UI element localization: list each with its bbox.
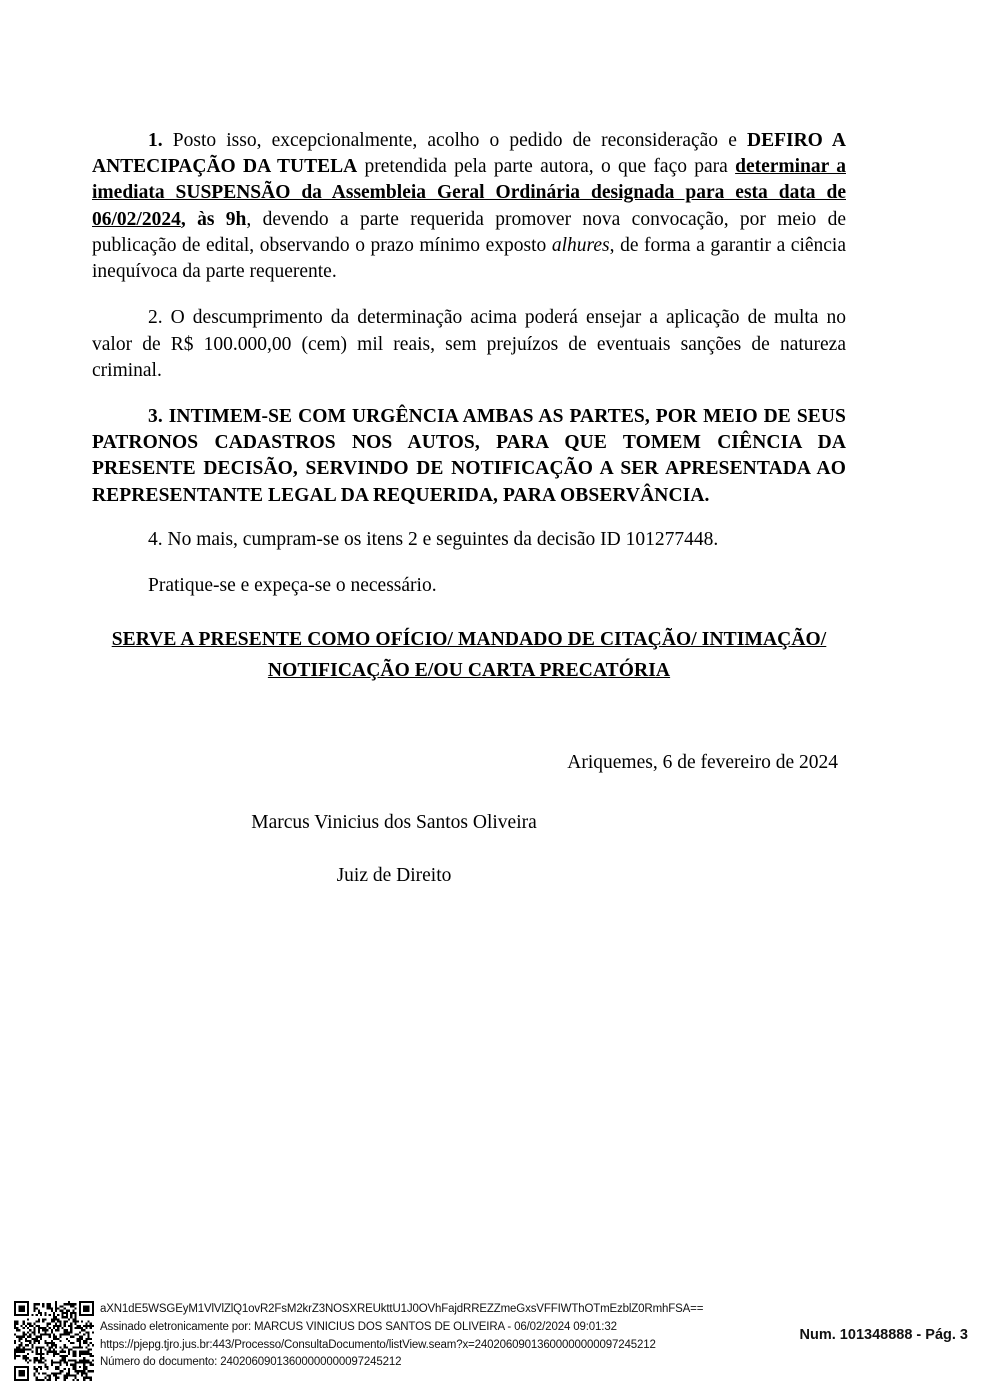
item-1-text-2: pretendida pela parte autora, o que faço para [357, 156, 736, 178]
footer-num-page: Num. 101348888 - Pág. 3 [799, 1327, 968, 1343]
serve-heading-line-1: SERVE A PRESENTE COMO OFÍCIO/ MANDADO DE CITAÇÃO/ INTIMAÇÃO/ [111, 629, 827, 651]
footer-url[interactable]: https://pjepg.tjro.jus.br:443/Processo/ConsultaDocumento/listView.seam?x=24020609013600000000097245212 [100, 1338, 656, 1351]
signature-role: Juiz de Direito [336, 865, 452, 887]
serve-heading [92, 625, 846, 685]
serve-heading-line-2: NOTIFICAÇÃO E/OU CARTA PRECATÓRIA [267, 659, 671, 681]
item-1-bold-deferimento: DEFIRO A ANTECIPAÇÃO DA TUTELA [92, 130, 846, 178]
paragraph-item-1 [92, 128, 846, 285]
footer-document-number: Número do documento: 24020609013600000000097245212 [100, 1356, 402, 1369]
qr-code-icon [14, 1301, 94, 1381]
footer-signed-by: Assinado eletronicamente por: MARCUS VINICIUS DOS SANTOS DE OLIVEIRA - 06/02/2024 09:01:32 [100, 1320, 617, 1333]
footer-signature-area [14, 1301, 703, 1381]
signature-block [92, 750, 846, 890]
paragraph-closing: Pratique-se e expeça-se o necessário. [148, 575, 437, 597]
footer-hash: aXN1dE5WSGEyM1VlVlZlQ1ovR2FsM2krZ3NOSXREUkttU1J0OVhFajdRREZZmeGxsVFFIWThOTmEzblZ0RmhFSA== [100, 1303, 704, 1315]
spacer [92, 553, 846, 573]
item-1-number: 1. [148, 130, 163, 151]
spacer [92, 285, 846, 305]
item-1-underlined-suspension: determinar a imediata SUSPENSÃO da Assembleia Geral Ordinária designada para esta data de 06/02/2024 [92, 156, 846, 230]
item-1-text-3: , devendo a parte requerida promover nova convocação, por meio de publicação de edital, observando o prazo mínimo exposto [92, 208, 847, 256]
footer-text-lines [100, 1301, 703, 1372]
spacer [92, 384, 846, 404]
spacer [92, 509, 846, 527]
page-footer [0, 1297, 984, 1393]
item-1-text-4: , de forma a garantir a ciência inequívoca da parte requerente. [92, 234, 846, 283]
paragraph-item-2: 2. O descumprimento da determinação acima poderá ensejar a aplicação de multa no valor de R$ 100.000,00 (cem) mil reais, sem prejuízos de eventuais sanções de natureza criminal. [92, 307, 846, 381]
item-1-italic-alhures: alhures [551, 234, 610, 256]
item-1-text-1: Posto isso, excepcionalmente, acolho o pedido de reconsideração e [162, 130, 747, 151]
signature-name: Marcus Vinicius dos Santos Oliveira [251, 812, 537, 834]
paragraph-item-3: 3. INTIMEM-SE COM URGÊNCIA AMBAS AS PARTES, POR MEIO DE SEUS PATRONOS CADASTROS NOS AUTOS, PARA QUE TOMEM CIÊNCIA DA PRESENTE DECISÃO, SERVINDO DE NOTIFICAÇÃO A SER APRESENTADA AO REPRESENTANTE LEGAL DA REQUERIDA, PARA OBSERVÂNCIA. [92, 405, 846, 506]
document-body [92, 128, 846, 890]
signature-place-date: Ariquemes, 6 de fevereiro de 2024 [567, 751, 838, 773]
item-1-bold-hour: , às 9h [180, 208, 247, 230]
paragraph-item-4: 4. No mais, cumpram-se os itens 2 e seguintes da decisão ID 101277448. [148, 528, 719, 550]
